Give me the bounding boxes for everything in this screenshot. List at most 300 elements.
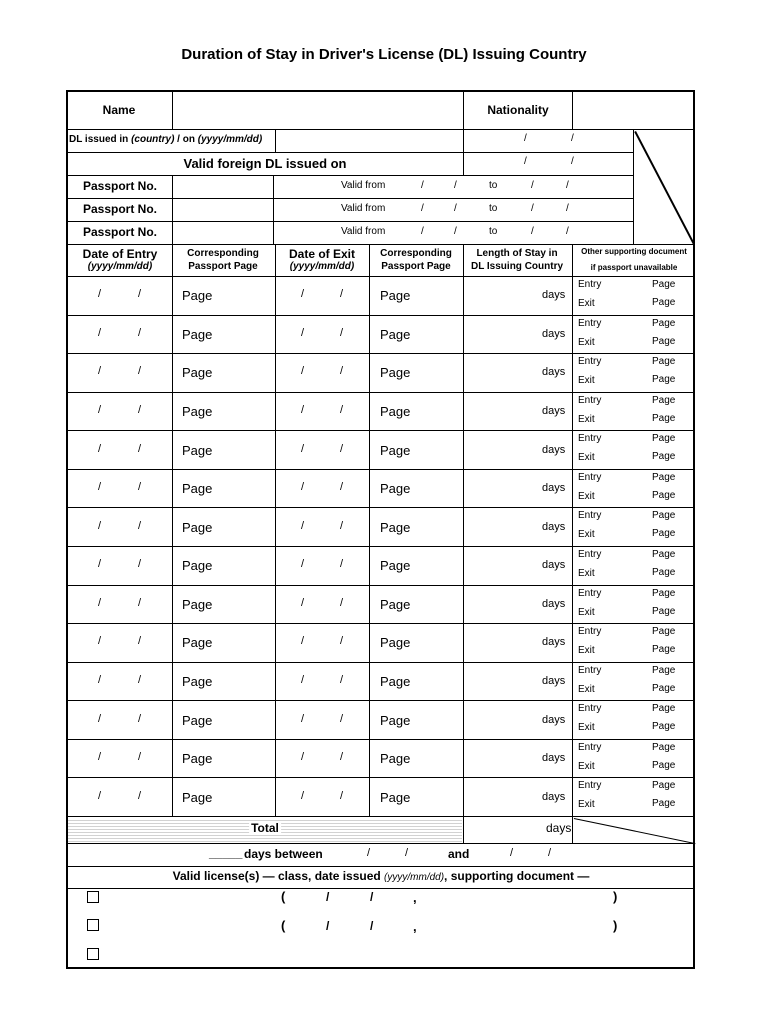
exit-date-slash: /	[301, 288, 305, 301]
entry-label: Entry	[578, 510, 602, 522]
entry-page-field[interactable]	[174, 624, 274, 661]
exit-date-slash: /	[301, 751, 305, 764]
entry-date-slash: /	[98, 326, 102, 339]
date-slash: /	[531, 226, 534, 237]
passport-no-field-3[interactable]	[174, 223, 271, 243]
days-between-label: days between	[244, 847, 323, 861]
days-between-field[interactable]	[209, 845, 589, 865]
nationality-field[interactable]	[574, 92, 693, 128]
supporting-document-field[interactable]	[574, 547, 693, 584]
exit-page-field[interactable]	[371, 316, 463, 353]
entry-date-slash: /	[98, 712, 102, 725]
exit-date-field[interactable]	[277, 277, 369, 314]
exit-page-field[interactable]	[371, 586, 463, 623]
entry-date-slash: /	[138, 519, 142, 532]
dl-issued-label-part: (yyyy/mm/dd)	[197, 134, 263, 145]
license-checkbox-2[interactable]	[87, 919, 99, 931]
exit-date-slash: /	[301, 558, 305, 571]
entry-date-slash: /	[138, 673, 142, 686]
entry-page-label: Page	[652, 279, 676, 290]
license-entry-field-1[interactable]	[106, 889, 686, 911]
date-of-entry-header: Date of Entry	[82, 247, 158, 261]
days-label: days	[542, 713, 566, 726]
license-entry-field-2[interactable]	[106, 918, 686, 940]
exit-date-field[interactable]	[277, 663, 369, 700]
date-slash: /	[510, 847, 514, 859]
exit-page-label: Page	[652, 451, 676, 463]
date-slash: /	[548, 847, 552, 859]
row-rule	[66, 175, 633, 176]
exit-date-slash: /	[340, 673, 344, 686]
days-blank: _____	[209, 846, 243, 860]
exit-date-slash: /	[301, 596, 305, 609]
date-slash: /	[566, 180, 569, 191]
date-slash: /	[524, 156, 527, 167]
length-of-stay-field[interactable]	[465, 778, 535, 815]
entry-label: Entry	[578, 471, 602, 483]
length-of-stay-field[interactable]	[465, 740, 535, 777]
page-label: Page	[380, 673, 411, 689]
exit-label: Exit	[578, 645, 595, 657]
date-slash: /	[326, 890, 330, 904]
supporting-document-field[interactable]	[574, 431, 693, 468]
exit-date-field[interactable]	[277, 586, 369, 623]
exit-page-field[interactable]	[371, 740, 463, 777]
entry-page-label: Page	[652, 664, 676, 676]
entry-label: Entry	[578, 741, 602, 753]
column-rule	[275, 129, 276, 152]
open-paren: (	[281, 889, 286, 904]
valid-licenses-label-part: , supporting document —	[444, 869, 590, 883]
and-label: and	[448, 847, 470, 861]
exit-date-slash: /	[340, 365, 344, 378]
valid-licenses-label-part: (yyyy/mm/dd)	[384, 872, 445, 883]
length-of-stay-field[interactable]	[465, 508, 535, 545]
exit-page-field[interactable]	[371, 663, 463, 700]
exit-page-field[interactable]	[371, 393, 463, 430]
entry-date-slash: /	[98, 442, 102, 455]
exit-page-label: Page	[652, 566, 676, 578]
entry-label: Entry	[578, 626, 602, 638]
supporting-document-field[interactable]	[574, 316, 693, 353]
entry-date-slash: /	[98, 673, 102, 686]
exit-date-slash: /	[340, 635, 344, 648]
exit-label: Exit	[578, 799, 595, 811]
date-slash: /	[367, 847, 371, 859]
exit-date-slash: /	[340, 519, 344, 532]
entry-label: Entry	[578, 394, 602, 406]
exit-date-field[interactable]	[277, 393, 369, 430]
days-label: days	[542, 289, 566, 302]
exit-label: Exit	[578, 413, 595, 425]
page-label: Page	[380, 558, 411, 574]
length-of-stay-field[interactable]	[465, 393, 535, 430]
exit-date-slash: /	[340, 288, 344, 301]
exit-page-label: Page	[652, 798, 676, 810]
passport-no-field-1[interactable]	[174, 177, 271, 197]
exit-page-field[interactable]	[371, 624, 463, 661]
entry-page-label: Page	[652, 510, 676, 522]
page-label: Page	[182, 673, 213, 689]
entry-date-field[interactable]	[68, 316, 172, 353]
exit-label: Exit	[578, 606, 595, 618]
comma: ,	[413, 890, 417, 905]
page-label: Page	[182, 712, 213, 728]
entry-date-field[interactable]	[68, 393, 172, 430]
page-label: Page	[380, 596, 411, 612]
page-label: Page	[182, 326, 213, 342]
exit-label: Exit	[578, 722, 595, 734]
entry-date-field[interactable]	[68, 431, 172, 468]
entry-date-slash: /	[98, 635, 102, 648]
supporting-document-field[interactable]	[574, 586, 693, 623]
to-label: to	[489, 226, 498, 237]
entry-date-slash: /	[138, 789, 142, 802]
name-label: Name	[102, 103, 136, 117]
entry-label: Entry	[578, 548, 602, 560]
page-label: Page	[380, 712, 411, 728]
supporting-document-field[interactable]	[574, 277, 693, 314]
entry-date-field[interactable]	[68, 354, 172, 391]
exit-date-slash: /	[340, 558, 344, 571]
valid-licenses-label-part: Valid license(s) — class, date issued	[172, 869, 385, 883]
entry-date-slash: /	[138, 751, 142, 764]
date-slash: /	[566, 226, 569, 237]
exit-label: Exit	[578, 567, 595, 579]
dl-country-field[interactable]	[277, 131, 461, 151]
entry-date-field[interactable]	[68, 778, 172, 815]
valid-from-label: Valid from	[341, 180, 386, 191]
entry-page-field[interactable]	[174, 316, 274, 353]
date-slash: /	[531, 180, 534, 191]
length-of-stay-field[interactable]	[465, 470, 535, 507]
entry-date-field[interactable]	[68, 663, 172, 700]
entry-page-field[interactable]	[174, 393, 274, 430]
form-border-right	[693, 90, 695, 968]
exit-date-slash: /	[340, 596, 344, 609]
exit-date-field[interactable]	[277, 354, 369, 391]
days-label: days	[542, 752, 566, 765]
date-slash: /	[531, 203, 534, 214]
passport-no-label: Passport No.	[82, 202, 158, 216]
exit-date-field[interactable]	[277, 508, 369, 545]
entry-page-field[interactable]	[174, 470, 274, 507]
supporting-document-field[interactable]	[574, 393, 693, 430]
entry-page-label: Page	[652, 548, 676, 560]
passport-validity-field-2[interactable]	[275, 200, 631, 220]
page-label: Page	[380, 481, 411, 497]
corresponding-page-header: Passport Page	[188, 261, 258, 272]
passport-validity-field-3[interactable]	[275, 223, 631, 243]
entry-label: Entry	[578, 356, 602, 368]
entry-date-field[interactable]	[68, 470, 172, 507]
date-slash: /	[524, 133, 527, 144]
column-rule	[273, 175, 274, 244]
license-checkbox-3[interactable]	[87, 948, 99, 960]
entry-date-field[interactable]	[68, 586, 172, 623]
date-format-hint: (yyyy/mm/dd)	[87, 261, 153, 272]
nationality-label: Nationality	[487, 103, 549, 117]
exit-page-field[interactable]	[371, 547, 463, 584]
date-slash: /	[571, 133, 574, 144]
days-label: days	[542, 366, 566, 379]
date-slash: /	[405, 847, 409, 859]
page-label: Page	[182, 519, 213, 535]
supporting-document-field[interactable]	[574, 470, 693, 507]
date-slash: /	[421, 180, 424, 191]
entry-page-label: Page	[652, 433, 676, 445]
exit-label: Exit	[578, 683, 595, 695]
date-slash: /	[326, 919, 330, 933]
row-rule	[66, 129, 695, 130]
column-rule	[172, 175, 173, 244]
valid-from-label: Valid from	[341, 226, 386, 237]
supporting-document-field[interactable]	[574, 663, 693, 700]
entry-date-slash: /	[98, 596, 102, 609]
entry-date-field[interactable]	[68, 508, 172, 545]
entry-date-slash: /	[138, 326, 142, 339]
supporting-document-field[interactable]	[574, 778, 693, 815]
passport-no-label: Passport No.	[82, 225, 158, 239]
total-days-field[interactable]	[465, 818, 535, 842]
corresponding-page-header: Corresponding	[380, 248, 452, 259]
passport-no-label: Passport No.	[82, 179, 158, 193]
entry-date-slash: /	[138, 635, 142, 648]
corresponding-page-header: Passport Page	[381, 261, 451, 272]
entry-date-field[interactable]	[68, 547, 172, 584]
exit-date-slash: /	[301, 519, 305, 532]
entry-page-field[interactable]	[174, 431, 274, 468]
exit-date-field[interactable]	[277, 316, 369, 353]
entry-page-field[interactable]	[174, 663, 274, 700]
page-label: Page	[380, 635, 411, 651]
row-rule	[66, 816, 695, 817]
to-label: to	[489, 203, 498, 214]
days-label: days	[542, 443, 566, 456]
exit-page-label: Page	[652, 489, 676, 501]
dl-issued-date-field[interactable]	[465, 131, 631, 151]
length-of-stay-field[interactable]	[465, 624, 535, 661]
entry-page-label: Page	[652, 471, 676, 483]
exit-date-slash: /	[340, 442, 344, 455]
page-label: Page	[182, 403, 213, 419]
entry-page-field[interactable]	[174, 277, 274, 314]
supporting-document-field[interactable]	[574, 740, 693, 777]
exit-page-field[interactable]	[371, 778, 463, 815]
exit-date-field[interactable]	[277, 470, 369, 507]
date-slash: /	[566, 203, 569, 214]
exit-page-field[interactable]	[371, 508, 463, 545]
entry-page-field[interactable]	[174, 701, 274, 738]
length-of-stay-field[interactable]	[465, 547, 535, 584]
column-rule	[633, 129, 634, 244]
length-of-stay-field[interactable]	[465, 586, 535, 623]
exit-date-slash: /	[301, 673, 305, 686]
length-of-stay-field[interactable]	[465, 277, 535, 314]
page-label: Page	[182, 751, 213, 767]
supporting-document-field[interactable]	[574, 624, 693, 661]
dl-issued-label	[69, 135, 262, 145]
days-label: days	[542, 327, 566, 340]
diagonal-strike	[635, 131, 695, 245]
valid-from-label: Valid from	[341, 203, 386, 214]
supporting-document-field[interactable]	[574, 701, 693, 738]
page-label: Page	[380, 288, 411, 304]
exit-date-slash: /	[340, 481, 344, 494]
other-document-header: if passport unavailable	[590, 263, 678, 272]
exit-page-field[interactable]	[371, 354, 463, 391]
exit-date-field[interactable]	[277, 740, 369, 777]
exit-date-slash: /	[301, 789, 305, 802]
entry-date-field[interactable]	[68, 740, 172, 777]
entry-page-field[interactable]	[174, 547, 274, 584]
column-rule	[572, 244, 573, 816]
date-slash: /	[454, 203, 457, 214]
entry-label: Entry	[578, 780, 602, 792]
total-label: Total	[251, 821, 279, 835]
exit-date-field[interactable]	[277, 431, 369, 468]
entry-date-slash: /	[98, 789, 102, 802]
exit-date-slash: /	[340, 789, 344, 802]
exit-date-slash: /	[301, 481, 305, 494]
row-rule	[66, 152, 633, 153]
exit-page-label: Page	[652, 605, 676, 617]
entry-page-field[interactable]	[174, 586, 274, 623]
days-label: days	[542, 559, 566, 572]
entry-label: Entry	[578, 587, 602, 599]
exit-page-label: Page	[652, 412, 676, 424]
entry-date-field[interactable]	[68, 624, 172, 661]
row-rule	[66, 843, 695, 844]
exit-date-field[interactable]	[277, 547, 369, 584]
date-slash: /	[571, 156, 574, 167]
entry-page-label: Page	[652, 741, 676, 753]
passport-validity-field-1[interactable]	[275, 177, 631, 197]
entry-page-label: Page	[652, 703, 676, 715]
exit-page-field[interactable]	[371, 701, 463, 738]
exit-date-field[interactable]	[277, 624, 369, 661]
other-document-header: Other supporting document	[581, 247, 687, 256]
exit-label: Exit	[578, 529, 595, 541]
entry-date-slash: /	[98, 751, 102, 764]
to-label: to	[489, 180, 498, 191]
page-label: Page	[380, 442, 411, 458]
days-label: days	[542, 482, 566, 495]
supporting-document-field[interactable]	[574, 354, 693, 391]
date-slash: /	[370, 890, 374, 904]
entry-date-slash: /	[98, 481, 102, 494]
comma: ,	[413, 919, 417, 934]
page-label: Page	[380, 519, 411, 535]
exit-page-label: Page	[652, 644, 676, 656]
entry-label: Entry	[578, 433, 602, 445]
page-title: Duration of Stay in Driver's License (DL) Issuing Country	[181, 46, 587, 63]
exit-label: Exit	[578, 760, 595, 772]
length-of-stay-field[interactable]	[465, 316, 535, 353]
entry-date-slash: /	[138, 481, 142, 494]
page-label: Page	[182, 558, 213, 574]
name-field[interactable]	[174, 92, 461, 128]
exit-date-field[interactable]	[277, 778, 369, 815]
entry-date-slash: /	[98, 519, 102, 532]
column-rule	[463, 90, 464, 129]
exit-page-label: Page	[652, 374, 676, 386]
length-of-stay-field[interactable]	[465, 701, 535, 738]
exit-date-slash: /	[301, 712, 305, 725]
exit-page-field[interactable]	[371, 470, 463, 507]
exit-label: Exit	[578, 490, 595, 502]
entry-label: Entry	[578, 703, 602, 715]
exit-label: Exit	[578, 452, 595, 464]
exit-page-field[interactable]	[371, 277, 463, 314]
open-paren: (	[281, 918, 286, 933]
page-label: Page	[380, 326, 411, 342]
passport-no-field-2[interactable]	[174, 200, 271, 220]
page-label: Page	[182, 635, 213, 651]
entry-label: Entry	[578, 279, 602, 290]
row-rule	[66, 221, 633, 222]
entry-date-slash: /	[138, 596, 142, 609]
entry-date-field[interactable]	[68, 277, 172, 314]
close-paren: )	[613, 889, 618, 904]
column-rule	[463, 129, 464, 175]
row-rule	[66, 198, 633, 199]
entry-page-label: Page	[652, 780, 676, 792]
entry-page-field[interactable]	[174, 354, 274, 391]
days-label: days	[542, 636, 566, 649]
date-format-hint: (yyyy/mm/dd)	[289, 261, 355, 272]
form-border-bottom	[66, 967, 695, 969]
column-rule	[172, 90, 173, 129]
column-rule	[572, 90, 573, 129]
close-paren: )	[613, 918, 618, 933]
dl-issued-label-part: / on	[174, 134, 198, 145]
entry-page-label: Page	[652, 394, 676, 406]
days-label: days	[542, 404, 566, 417]
row-rule	[66, 866, 695, 867]
length-of-stay-field[interactable]	[465, 663, 535, 700]
length-of-stay-field[interactable]	[465, 354, 535, 391]
days-label: days	[542, 597, 566, 610]
exit-page-label: Page	[652, 682, 676, 694]
entry-page-field[interactable]	[174, 508, 274, 545]
valid-foreign-date-field[interactable]	[465, 154, 631, 174]
entry-date-field[interactable]	[68, 701, 172, 738]
license-entry-field-3[interactable]	[106, 945, 686, 965]
entry-page-label: Page	[652, 626, 676, 638]
exit-page-field[interactable]	[371, 431, 463, 468]
exit-date-field[interactable]	[277, 701, 369, 738]
length-of-stay-field[interactable]	[465, 431, 535, 468]
exit-date-slash: /	[340, 751, 344, 764]
exit-label: Exit	[578, 375, 595, 387]
license-checkbox-1[interactable]	[87, 891, 99, 903]
entry-page-field[interactable]	[174, 778, 274, 815]
date-slash: /	[454, 180, 457, 191]
entry-date-slash: /	[98, 403, 102, 416]
entry-page-label: Page	[652, 587, 676, 599]
entry-page-field[interactable]	[174, 740, 274, 777]
exit-date-slash: /	[301, 403, 305, 416]
dl-issued-label-part: (country)	[131, 134, 175, 145]
exit-page-label: Page	[652, 721, 676, 733]
page-label: Page	[182, 596, 213, 612]
supporting-document-field[interactable]	[574, 508, 693, 545]
page-label: Page	[182, 481, 213, 497]
exit-date-slash: /	[301, 365, 305, 378]
valid-licenses-label	[173, 870, 590, 883]
dl-issued-label-part: DL issued in	[69, 134, 132, 145]
